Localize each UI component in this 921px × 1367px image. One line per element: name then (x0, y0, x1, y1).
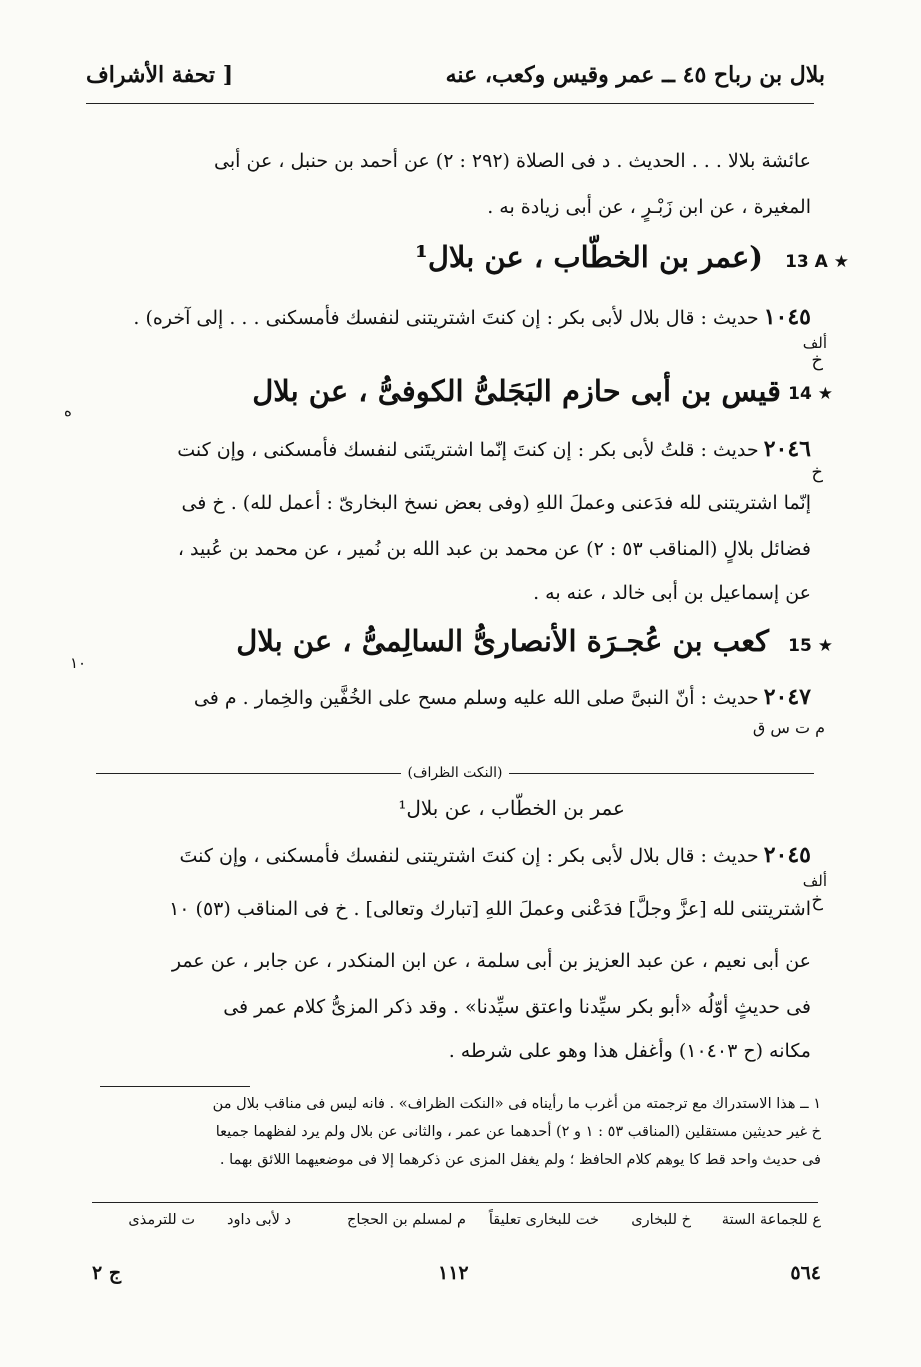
margin-mark-10: ١٠ (70, 654, 87, 672)
hadith-text: حديث : قلتُ لأبى بكر : إن كنتَ إنّما اشتريتَنى لنفسك فأمسكنى ، وإن كنت (177, 439, 759, 461)
hadith-row-2046 (177, 436, 811, 462)
margin-mark-5: ه (64, 402, 72, 420)
hadith-line: عن إسماعيل بن أبى خالد ، عنه به . (533, 582, 811, 604)
abbrev-tirmidhi: ت للترمذى (128, 1212, 195, 1228)
hadith-line: اشتريتنى لله [عزَّ وجلَّ] فدَعْنى وعملَ اللهِ [تبارك وتعالى] . خ فى المناقب (٥٣) ١٠ (169, 898, 811, 920)
sigla-mtsq: م ت س ق (752, 718, 825, 737)
hadith-number: ١٠٤٥ (763, 304, 811, 330)
running-head-book: [ تحفة الأشراف (86, 62, 234, 88)
page-number-right: ٥٦٤ (790, 1262, 821, 1284)
footnote-rule (100, 1086, 250, 1087)
siglum-kha: خ (811, 890, 823, 911)
nukat-label: (النكت الظراف) (401, 765, 508, 781)
entry-heading-13a: (عمر بن الخطّاب ، عن بلال¹ (415, 240, 763, 274)
hadith-text: حديث : قال بلال لأبى بكر : إن كنتَ اشتريتنى لنفسك فأمسكنى ، وإن كنتَ (179, 845, 759, 867)
abbrev-bukhari-taliq: خت للبخارى تعليقاً (488, 1212, 599, 1228)
entry-marker-13a: 13 A ★ (785, 252, 849, 272)
siglum-alif: ألف (802, 334, 827, 352)
footnote-line: فى حديث واحد قط كا يوهم كلام الحافظ ؛ ولم يغفل المزى عن ذكرهما إلا فى موضعيهما اللائق بهما . (219, 1152, 821, 1168)
abbrev-bukhari: خ للبخارى (631, 1212, 691, 1228)
siglum-kha: خ (811, 350, 823, 371)
hadith-number: ٢٠٤٥ (763, 842, 811, 868)
intro-line-1: عائشة بلالا . . . الحديث . د فى الصلاة (٢٩٢ : ٢) عن أحمد بن حنبل ، عن أبى (214, 150, 811, 172)
abbrev-abu-dawud: د لأبى داود (226, 1212, 291, 1228)
hadith-row-2047 (194, 684, 811, 710)
hadith-line: مكانه (ح ١٠٤٠٣) وأغفل هذا وهو على شرطه . (448, 1040, 811, 1062)
entry-marker-15: 15 ★ (788, 636, 833, 656)
entry-heading-14: قيس بن أبى حازم البَجَلىُّ الكوفىُّ ، عن بلال (252, 374, 781, 408)
abbrev-muslim: م لمسلم بن الحجاج (346, 1212, 466, 1228)
hadith-number: ٢٠٤٧ (763, 684, 811, 710)
running-head-title: بلال بن رباح ٤٥ ــ عمر وقيس وكعب، عنه (445, 62, 825, 88)
hadith-text: حديث : قال بلال لأبى بكر : إن كنتَ اشتريتنى لنفسك فأمسكنى . . . إلى آخره) . (133, 307, 759, 329)
hadith-number: ٢٠٤٦ (763, 436, 811, 462)
footnote-line: خ غير حديثين مستقلين (المناقب ٥٣ : ١ و ٢) أحدهما عن عمر ، والثانى عن بلال ولم يرد لفظهما جميعا (215, 1124, 821, 1140)
hadith-line: فضائل بلالٍ (المناقب ٥٣ : ٢) عن محمد بن عبد الله بن نُمير ، عن محمد بن عُبيد ، (177, 538, 811, 560)
siglum-alif: ألف (802, 872, 827, 890)
hadith-line: إنّما اشتريتنى لله فدَعنى وعملَ اللهِ (وفى بعض نسخ البخارىّ : أعمل لله) . خ فى (181, 492, 811, 514)
abbrev-jamaa: ع للجماعة الستة (721, 1212, 821, 1228)
hadith-text: حديث : أنّ النبىَّ صلى الله عليه وسلم مسح على الخُفَّين والخِمار . م فى (193, 687, 759, 709)
nukat-divider (96, 762, 814, 782)
hadith-line: عن أبى نعيم ، عن عبد العزيز بن أبى سلمة ، عن ابن المنكدر ، عن جابر ، عن عمر (171, 950, 811, 972)
nukat-subheading: عمر بن الخطّاب ، عن بلال¹ (398, 796, 625, 820)
intro-line-2: المغيرة ، عن ابن زَبْـرٍ ، عن أبى زيادة به . (487, 196, 811, 218)
header-rule (86, 103, 814, 104)
volume-number: ج ٢ (92, 1262, 122, 1284)
page-number-center: ١١٢ (438, 1262, 469, 1284)
hadith-line: فى حديثٍ أوّلُه «أبو بكر سيِّدنا واعتق سيِّدنا» . وقد ذكر المزىُّ كلام عمر فى (223, 996, 811, 1018)
hadith-row-2045 (179, 842, 811, 868)
entry-marker-14: 14 ★ (788, 384, 833, 404)
entry-heading-15: كعب بن عُجـرَة الأنصارىُّ السالِمىُّ ، عن بلال (236, 624, 769, 658)
abbrev-rule (92, 1202, 818, 1203)
hadith-row-1045 (133, 304, 811, 330)
siglum-kha: خ (811, 462, 823, 483)
footnote-line: ١ ــ هذا الاستدراك مع ترجمته من أغرب ما رأيناه فى «النكت الظراف» . فانه ليس فى مناقب بلال من (212, 1096, 821, 1112)
